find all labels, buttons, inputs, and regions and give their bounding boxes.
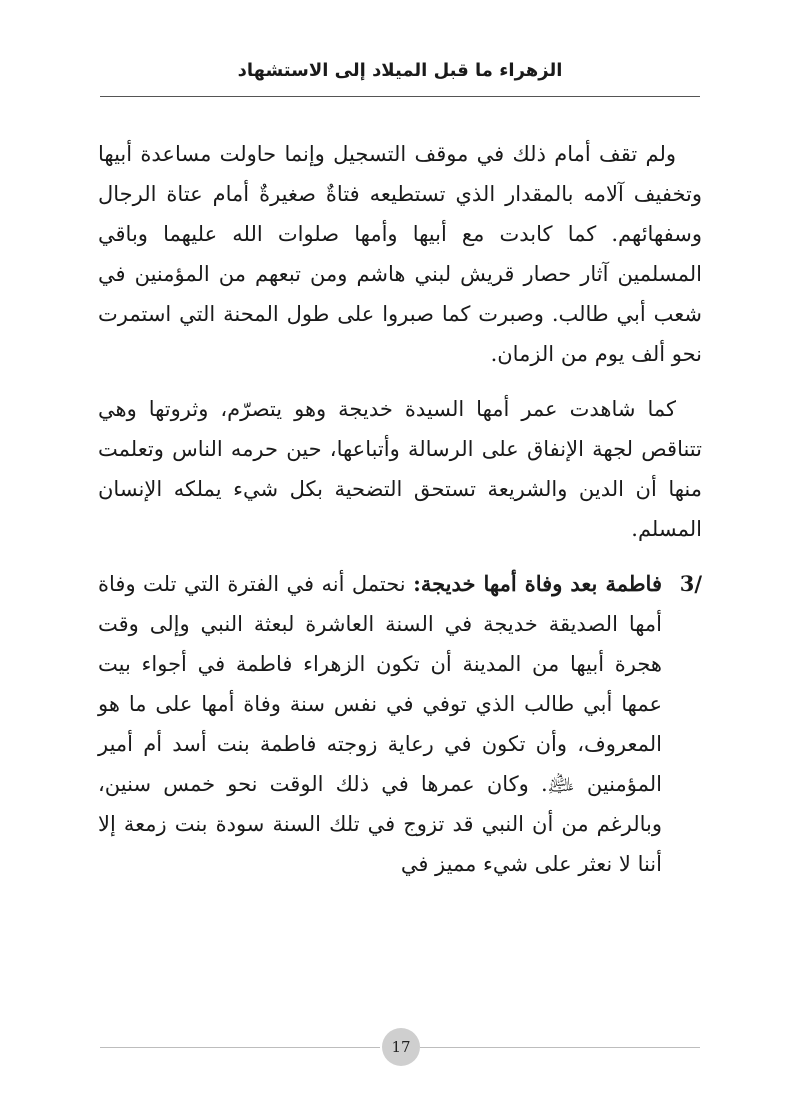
item-number: 3/	[679, 571, 702, 596]
paragraph: كما شاهدت عمر أمها السيدة خديجة وهو يتصرّم، وثروتها وهي تتناقص لجهة الإنفاق على الرسالة وأتباعها، حين حرمه الناس وتعلمت منها أن الدين والشريعة تستحق التضحية بكل شيء يملكه الإنسان المسلم.	[98, 397, 702, 541]
numbered-item	[98, 564, 702, 884]
running-header-title: الزهراء ما قبل الميلاد إلى الاستشهاد	[237, 60, 563, 81]
item-heading: فاطمة بعد وفاة أمها خديجة:	[413, 571, 662, 596]
header-divider	[100, 96, 700, 97]
item-text: نحتمل أنه في الفترة التي تلت وفاة أمها الصديقة خديجة في السنة العاشرة لبعثة النبي وإلى وقت هجرة أبيها من المدينة أن تكون الزهراء فاطمة في أجواء بيت عمها أبي طالب الذي توفي في نفس سنة وفاة أمها على ما هو المعروف، وأن تكون في رعاية زوجته فاطمة بنت أسد أم أمير المؤمنين ﵇. وكان عمرها في ذلك الوقت نحو خمس سنين، وبالرغم من أن النبي قد تزوج في تلك السنة سودة بنت زمعة إلا أننا لا نعثر على شيء مميز في	[98, 572, 662, 876]
paragraph: ولم تقف أمام ذلك في موقف التسجيل وإنما حاولت مساعدة أبيها وتخفيف آلامه بالمقدار الذي تستطيعه فتاةٌ صغيرةٌ أمام عتاة الرجال وسفهائهم. كما كابدت مع أبيها وأمها صلوات الله عليهما وباقي المسلمين آثار حصار قريش لبني هاشم ومن تبعهم من المؤمنين في شعب أبي طالب. وصبرت كما صبروا على طول المحنة التي استمرت نحو ألف يوم من الزمان.	[98, 142, 702, 366]
footer-divider-right	[420, 1047, 700, 1048]
page-number: 17	[382, 1028, 420, 1066]
footer-divider-left	[100, 1047, 380, 1048]
page-body	[98, 134, 702, 884]
page-footer	[100, 1028, 700, 1068]
